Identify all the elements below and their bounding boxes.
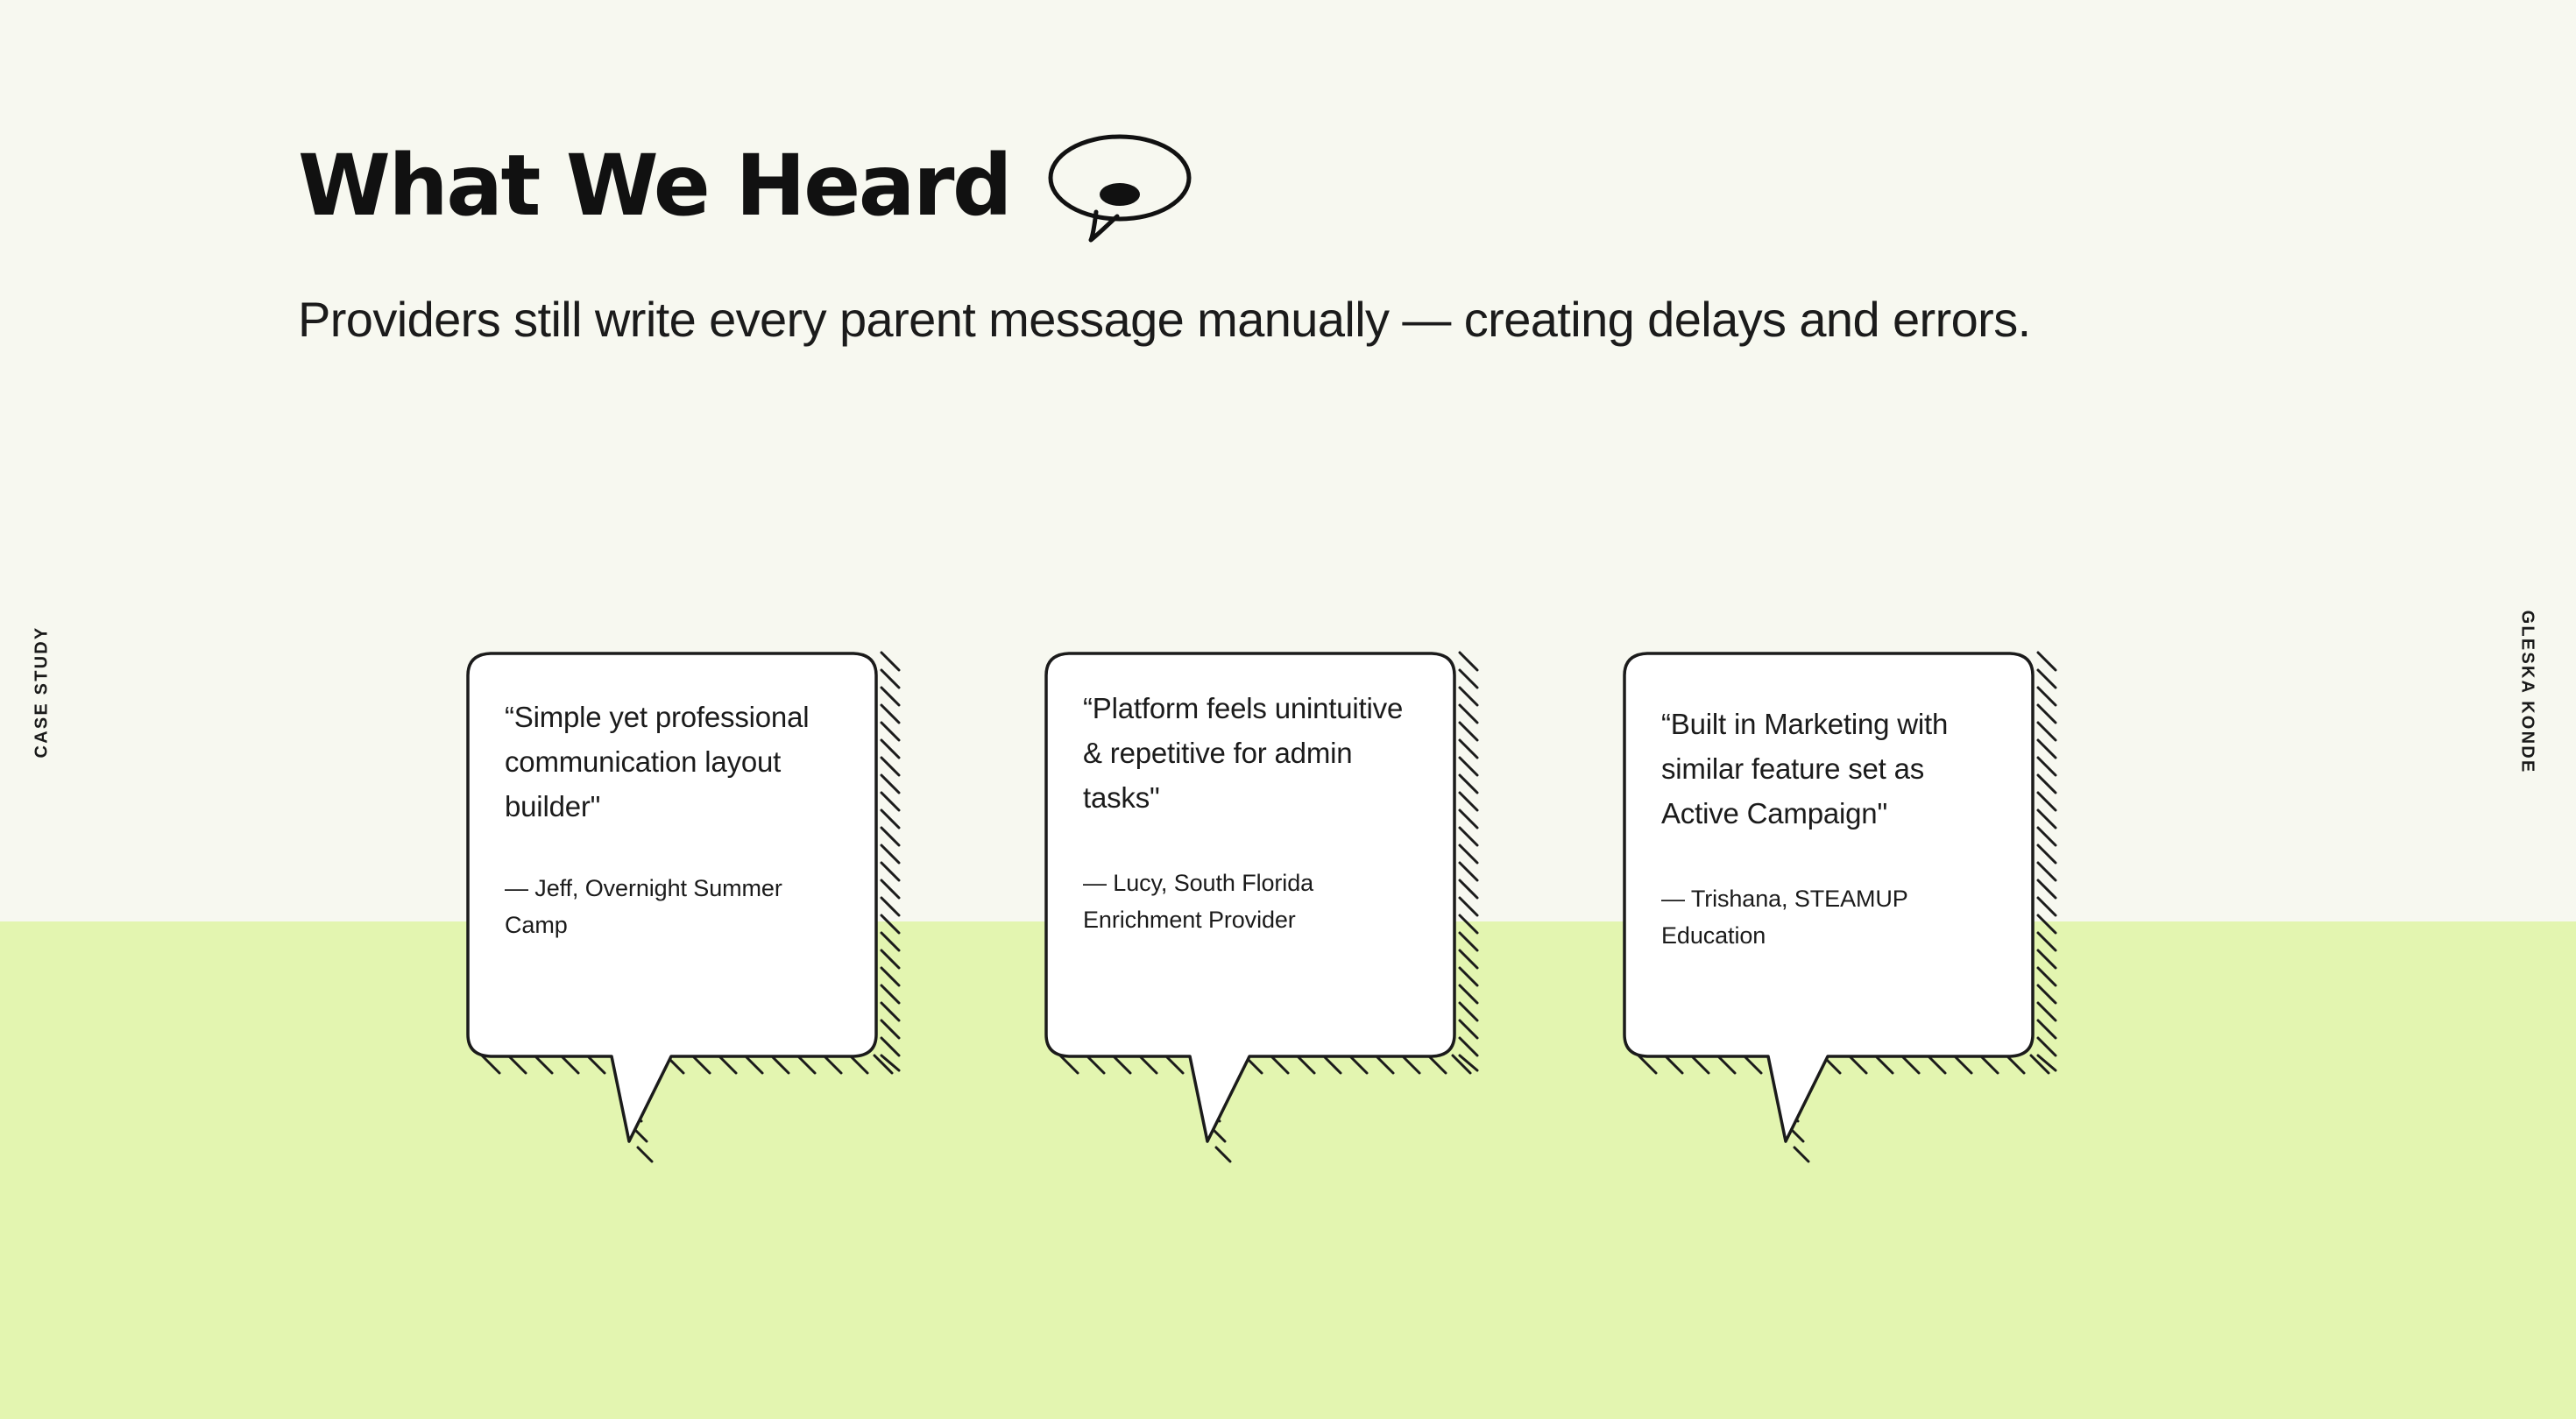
page-title: What We Heard — [298, 136, 1011, 235]
card-content — [1034, 644, 1454, 939]
quote-card — [1612, 644, 2033, 955]
page-subtitle: Providers still write every parent message manually — creating delays and errors. — [298, 292, 2031, 347]
quote-text: “Built in Marketing with similar feature set as Active Campaign" — [1661, 708, 1949, 830]
slide-header — [298, 123, 2313, 353]
speech-bubble-icon — [1045, 130, 1194, 248]
title-row — [298, 123, 2313, 248]
quote-card — [456, 644, 876, 944]
right-rail-label: GLESKA KONDE — [2517, 610, 2537, 774]
quote-text: “Platform feels unintuitive & repetitive for admin tasks" — [1083, 692, 1404, 815]
left-rail-label: CASE STUDY — [32, 625, 52, 759]
quote-card — [1034, 644, 1454, 939]
quote-attribution: — Lucy, South Florida Enrichment Provider — [1083, 870, 1314, 934]
quote-card-list — [456, 644, 2208, 1187]
quote-text: “Simple yet professional communication layout builder" — [505, 701, 810, 823]
quote-attribution: — Trishana, STEAMUP Education — [1661, 886, 1908, 950]
card-content — [456, 644, 876, 944]
card-content — [1612, 644, 2033, 955]
quote-attribution: — Jeff, Overnight Summer Camp — [505, 875, 782, 939]
